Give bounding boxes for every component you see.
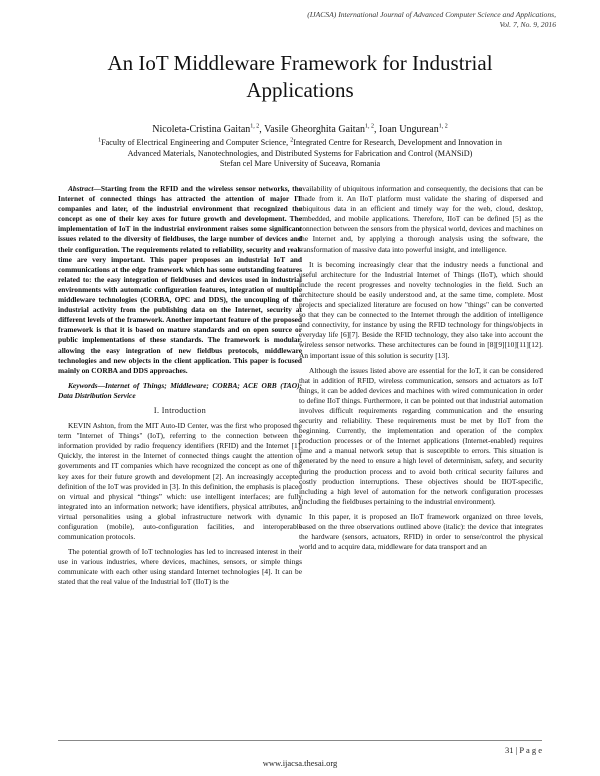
affiliation-line-2: Advanced Materials, Nanotechnologies, and Distributed Systems for Fabrication and Control (MANSiD) [127,148,473,158]
author-name: Nicoleta-Cristina Gaitan [152,124,251,135]
author-affil-mark: 1, 2 [438,123,448,130]
right-column [299,184,543,557]
body-paragraph: availability of ubiquitous information and consequently, the decisions that can be made from it. An IIoT platform must validate the sharing of dispersed and ubiquitous data in an efficient and timely way for the web, cloud, desktop, embedded, and mobile applications. Therefore, IIoT can be defined [5] as the connection between the sensors from the physical world, devices and machines on the Internet and, by applying a thorough analysis using the software, the transformation of massive data into powerful insight, and intelligence. [299,184,543,254]
journal-url: www.ijacsa.thesai.org [262,758,338,768]
journal-volume: Vol. 7, No. 9, 2016 [499,20,556,29]
author-name: Ioan Ungurean [379,124,439,135]
keywords-text: Internet of Things; Middleware; CORBA; ACE ORB (TAO); Data Distribution Service [58,380,302,400]
author-list: Nicoleta-Cristina Gaitan$^{1, 2}$, Vasile Gheorghita Gaitan$^{1, 2}$, Ioan Ungurean$^{1, 2}$ [152,123,448,135]
author-name: Vasile Gheorghita Gaitan [264,124,366,135]
paper-title: An IoT Middleware Framework for Industrial Applications [107,51,493,102]
body-paragraph: The potential growth of IoT technologies has led to increased interest in their use in various industries, where devices, machines, sensors, or simple things communicate with each other using standard Internet technologies [4]. It can be stated that the real value of the Industrial IoT (IIoT) is the [58,547,302,587]
affiliation-line-1: $^1$Faculty of Electrical Engineering and Computer Science, $^2$Integrated Centre for Research, Development and Innovation in [98,137,502,147]
footer-divider [58,740,542,741]
keywords [58,381,302,401]
affiliation-line-3: Stefan cel Mare University of Suceava, Romania [219,159,381,169]
keywords-label: Keywords— [68,380,105,390]
page-number: 31 | P a g e [504,745,542,755]
abstract-text: Starting from the RFID and the wireless sensor networks, the Internet of connected things has attracted the attention of major IT companies and later, of the industrial environment that recognized the concept as one of their key axes for future growth and development. The implementation of IoT in the industrial environment raises some significant issues related to the diversity of fieldbuses, the large number of devices and their configuration. The requirements related to reliability, security and real-time are very important. This paper proposes an industrial IoT and communications at the edge framework which has some outstanding features related to: the easy integration of fieldbuses and devices used in industrial environments with automatic configuration features, integration of multiple middleware technologies (CORBA, OPC and DDS), the uncoupling of the industrial activity from the publishing data on the Internet, security at different levels of the framework. Another important feature of the proposed framework is that it is based on mature standards and on open source or public implementations of these standards. The framework is modular, allowing the easy integration of new fieldbus protocols, middleware technologies and new objects in the client application. This paper is focused mainly on CORBA and DDS approaches. [58,184,302,375]
journal-name: (IJACSA) International Journal of Advanced Computer Science and Applications, [307,10,556,19]
body-paragraph: In this paper, it is proposed an IIoT framework organized on three levels, based on the three observations outlined above (italic): the device that integrates the hardware (sensors, actuators, RFID) in order to sense/control the physical world and to acquire data, middleware for data transport and an [299,511,543,552]
body-paragraph: It is becoming increasingly clear that the industry needs a functional and useful architecture for the Industrial Internet of Things (IIoT), which should include the recent progresses and novelty technologies in the field. Such an architecture should be easily understood and, at the same time, complete. Most projects and specialized literature are focused on how "things" can be converted so that they can be connected to the Internet through the addition of intelligence and connectivity, for instance by using the RFID technology for things/objects in everyday life [6][7]. Beside the RFID technology, they also take into account the wireless sensor networks. These architectures can be found in [8][9][10][11][12]. An important issue of this solution is security [13]. [299,259,543,360]
body-paragraph: KEVIN Ashton, from the MIT Auto-ID Center, was the first who proposed the term "Internet of Things" (IoT), referring to the connection between the information provided by radio frequency identifiers (RFID) and the Internet [1]. Quickly, the interest in the Internet of connected things caught the attention of governments and IT companies which have recognized the concept as one of the key axes for their future growth and development [2]. An increasingly accepted definition of the IoT was provided in [3]. In this definition, the emphasis is placed on virtual and physical “things” which: use intelligent interfaces; are fully integrated into an information network; have identifiers, physical attributes, and virtual personalities using a global infrastructure network with dynamic configuration (mobile), auto-configuration facilities, and interoperable communication protocols. [58,421,302,542]
journal-header [226,10,556,30]
abstract-label: Abstract— [68,184,101,193]
affiliations [58,138,542,170]
author-affil-mark: 1, 2 [250,123,260,130]
body-paragraph: Although the issues listed above are essential for the IoT, it can be considered that in addition of RFID, wireless communication, sensors and actuators as IoT things, it can be added devices and machines with wired communication in order to define IIoT things. Furthermore, it can be pointed out that industrial automation involves difficult requirements regarding communication and the ensuring security and reliability. These requirements must be met by IIoT from the beginning. Currently, the implementation and operation of the complex production processes or of the Internet applications (Internet-enabled) requires time and a manual network setup that is susceptible to errors. This situation is generated by the need to ensure a high level of determinism, safety, and security during the production process and to avoid both critical security failures and costly production interruptions. These objectives should be IIOT-specific, including a high level of automation for the network configuration processes (including the fieldbuses pertaining to the industrial environment). [299,365,543,506]
author-affil-mark: 1, 2 [365,123,375,130]
section-heading: I. Introduction [153,405,207,415]
left-column [58,184,302,593]
abstract [58,184,302,376]
